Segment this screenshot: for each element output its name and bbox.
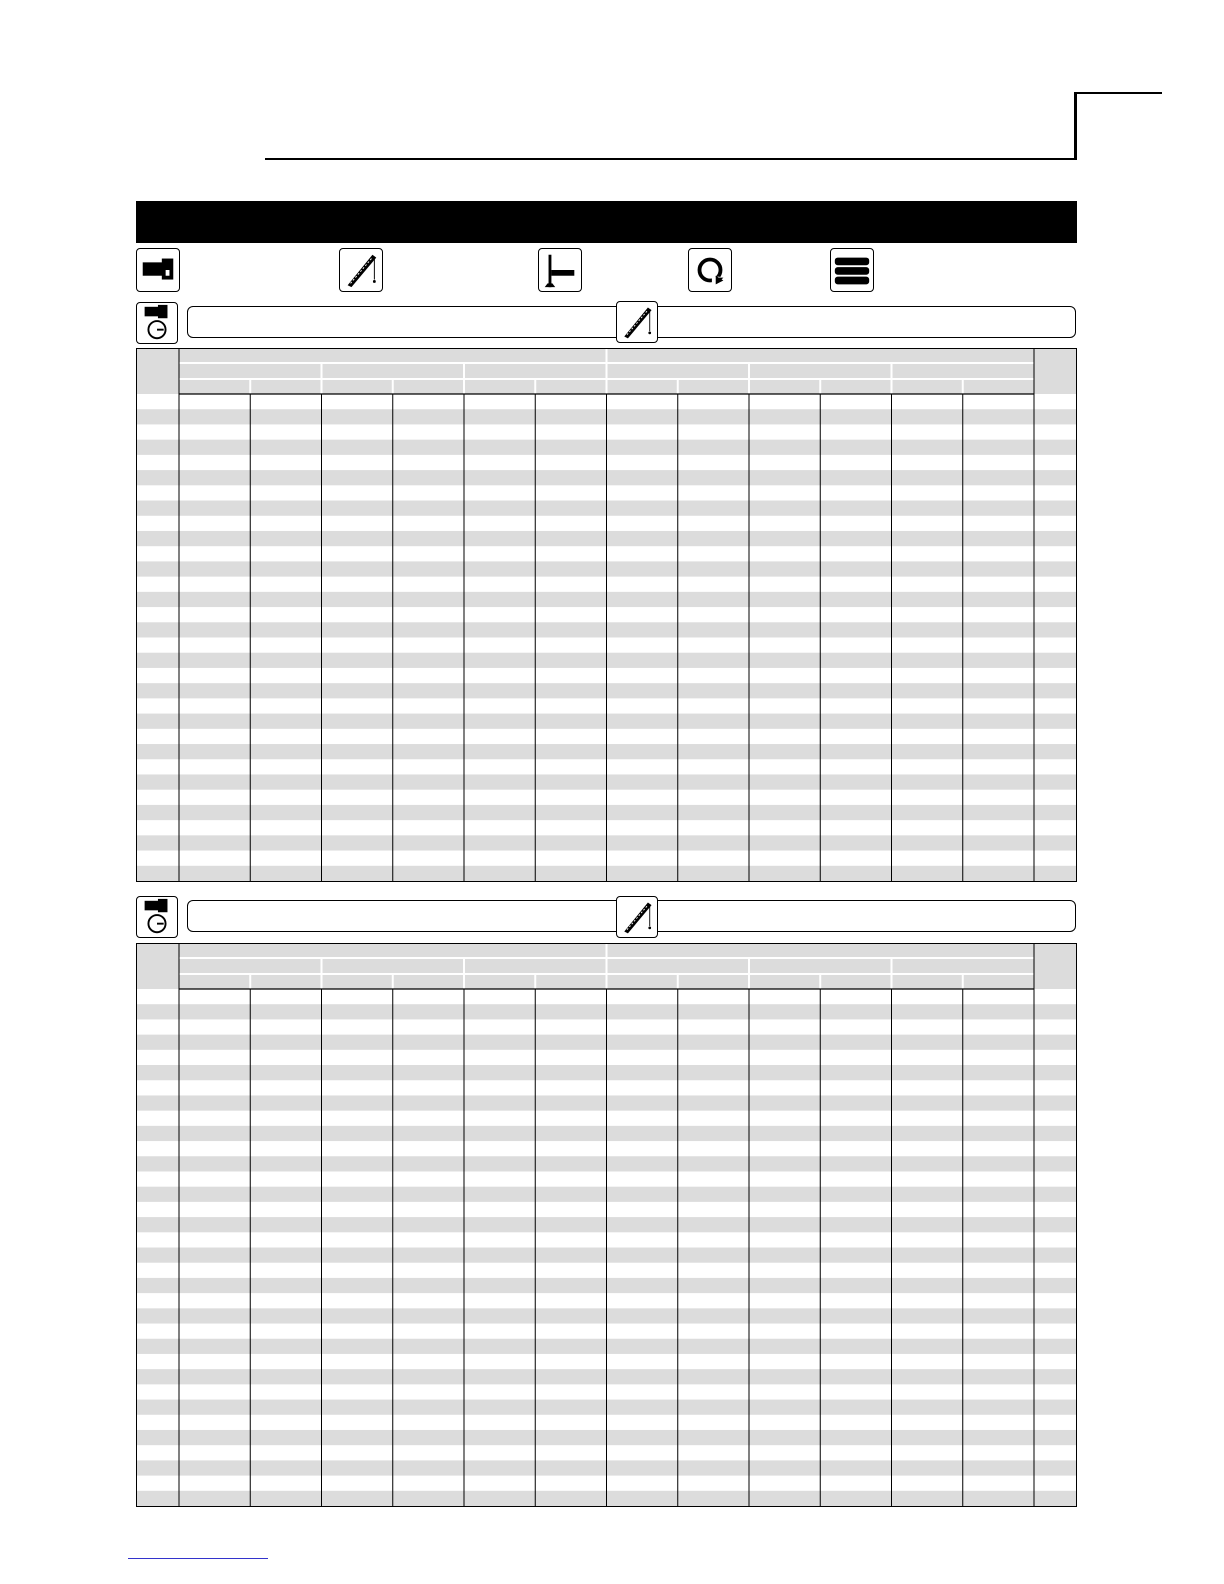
machine-timer-icon bbox=[136, 302, 178, 344]
title-bar bbox=[136, 201, 1077, 243]
header-corner-rule bbox=[1074, 92, 1162, 94]
outrigger-icon bbox=[538, 248, 582, 292]
header-corner-rule-vertical bbox=[1074, 92, 1077, 160]
table-grid bbox=[137, 944, 1076, 1506]
machine-timer-icon bbox=[136, 896, 178, 938]
counterweight-icon bbox=[830, 248, 874, 292]
rotation-icon bbox=[688, 248, 732, 292]
boom-icon bbox=[339, 248, 383, 292]
load-chart-table-1 bbox=[136, 348, 1077, 882]
boom-icon bbox=[616, 896, 658, 938]
table-grid bbox=[137, 349, 1076, 881]
load-chart-table-2 bbox=[136, 943, 1077, 1507]
header-rule bbox=[265, 158, 1077, 160]
boom-icon bbox=[616, 301, 658, 343]
footer-link-underline[interactable] bbox=[128, 1558, 268, 1559]
machine-icon bbox=[136, 248, 180, 292]
